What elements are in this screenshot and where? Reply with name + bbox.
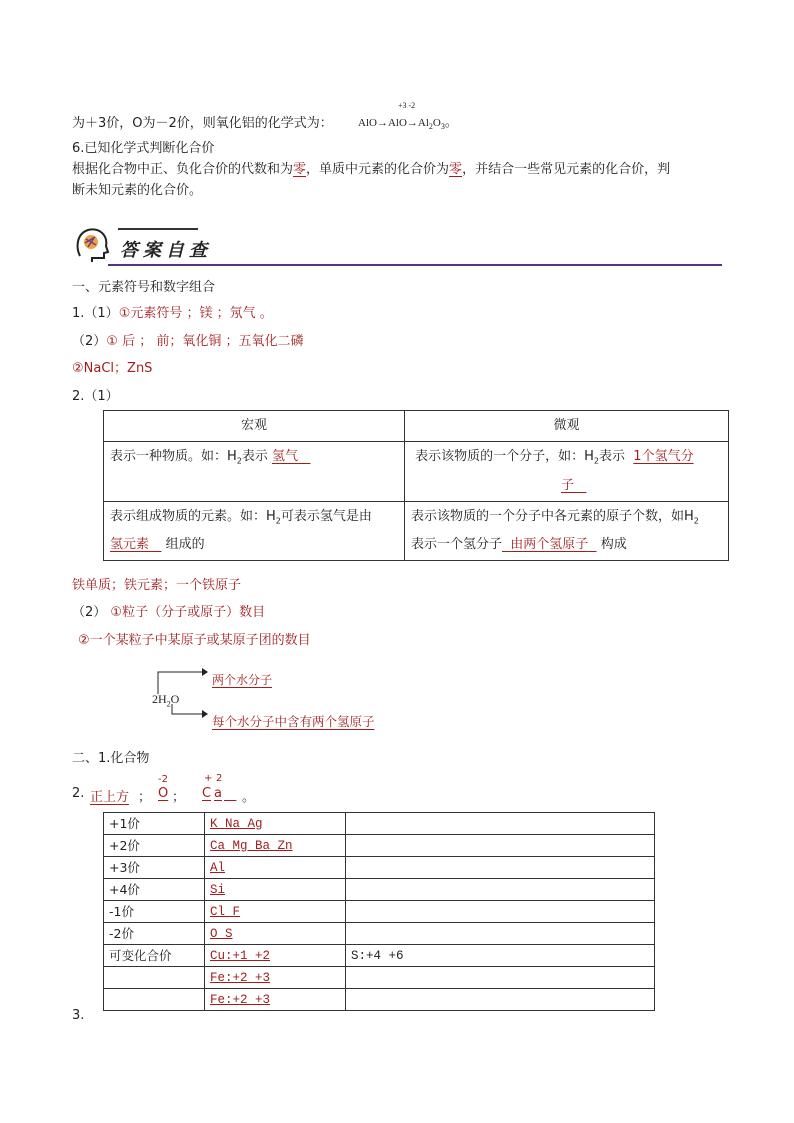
lower-label: 每个水分子中含有两个氢原子 — [212, 714, 375, 729]
valence-label: +2价 — [104, 835, 205, 857]
q3-label: 3. — [72, 1008, 85, 1023]
valence-elements: Fe:+2 +3 — [205, 967, 346, 989]
valence-row — [104, 813, 655, 835]
section1-title: 一、元素符号和数字组合 — [72, 280, 216, 295]
q1-2: （2）① 后 ； 前；氧化铜 ；五氧化二磷 — [72, 334, 304, 349]
valence-elements: Ca Mg Ba Zn — [205, 835, 346, 857]
item6-title: 6.已知化学式判断化合价 — [72, 141, 215, 156]
valence-extra — [346, 813, 655, 835]
head-macro: 宏观 — [104, 411, 405, 442]
valence-row — [104, 923, 655, 945]
valence-extra — [346, 967, 655, 989]
valence-label: -1价 — [104, 901, 205, 923]
valence-elements: Cl F — [205, 901, 346, 923]
item6-body-cont: 断未知元素的化合价。 — [72, 183, 203, 198]
section2-title: 二、1.化合物 — [72, 751, 150, 766]
section2-q2: 2. 正上方 ； -2 O ； + 2 C a 。 — [72, 773, 256, 805]
valence-label: -2价 — [104, 923, 205, 945]
macro-micro-table — [103, 410, 729, 561]
item6-body: 根据化合物中正、负化合价的代数和为零，单质中元素的化合价为零，并结合一些常见元素的化合价，判 — [72, 162, 671, 177]
valence-elements: Cu:+1 +2 — [205, 945, 346, 967]
valence-elements: Fe:+2 +3 — [205, 989, 346, 1011]
top-line1: 为＋3价，O为－2价，则氧化铝的化学式为： — [72, 116, 333, 131]
valence-label: +3价 — [104, 857, 205, 879]
valence-elements: Si — [205, 879, 346, 901]
valence-extra — [346, 857, 655, 879]
r2-macro: 表示组成物质的元素。如：$H_2$可表示氢气是由 氢元素 组成的 — [104, 501, 405, 561]
valence-row — [104, 989, 655, 1011]
q1-1: 1.（1）①元素符号 ；镁 ；氖气 。 — [72, 306, 273, 321]
r1-macro: 表示一种物质。如：$H_2$表示 氢气 — [104, 442, 405, 502]
water-formula: $2H_2O$ — [152, 692, 180, 709]
valence-row — [104, 945, 655, 967]
valence-row — [104, 835, 655, 857]
valence-extra — [346, 835, 655, 857]
valence-label — [104, 967, 205, 989]
r2-micro: 表示该物质的一个分子中各元素的原子个数，如$H_2$ 表示一个氢分子 由两个氢原子 构成 — [405, 501, 729, 561]
valence-row — [104, 901, 655, 923]
water-diagram — [150, 660, 420, 735]
head-brain-icon — [72, 224, 112, 264]
valence-extra — [346, 879, 655, 901]
iron-line: 铁单质；铁元素；一个铁原子 — [72, 578, 242, 593]
q1-3: ②NaCl；ZnS — [72, 361, 153, 376]
q2-2-item2: ②一个某粒子中某原子或某原子团的数目 — [78, 633, 311, 648]
valence-elements: K Na Ag — [205, 813, 346, 835]
valence-extra — [346, 901, 655, 923]
valence-extra — [346, 989, 655, 1011]
upper-label: 两个水分子 — [212, 673, 273, 687]
valence-extra: S:+4 +6 — [346, 945, 655, 967]
valence-row — [104, 967, 655, 989]
q2-label: 2.（1） — [72, 389, 119, 404]
valence-label: +1价 — [104, 813, 205, 835]
section-header-title: 答案自查 — [120, 240, 212, 261]
valence-extra — [346, 923, 655, 945]
valence-row — [104, 879, 655, 901]
valence-table — [103, 812, 655, 1011]
r1-micro: 表示该物质的一个分子，如：$H_2$表示 1个氢气分 子 — [405, 442, 729, 502]
head-micro: 微观 — [405, 411, 729, 442]
valence-elements: O S — [205, 923, 346, 945]
valence-label — [104, 989, 205, 1011]
q2-2: （2） ①粒子（分子或原子）数目 — [72, 605, 266, 620]
valence-row — [104, 857, 655, 879]
valence-label: +4价 — [104, 879, 205, 901]
header-top-rule — [118, 228, 198, 230]
valence-label: 可变化合价 — [104, 945, 205, 967]
header-rule — [108, 264, 722, 266]
valence-elements: Al — [205, 857, 346, 879]
